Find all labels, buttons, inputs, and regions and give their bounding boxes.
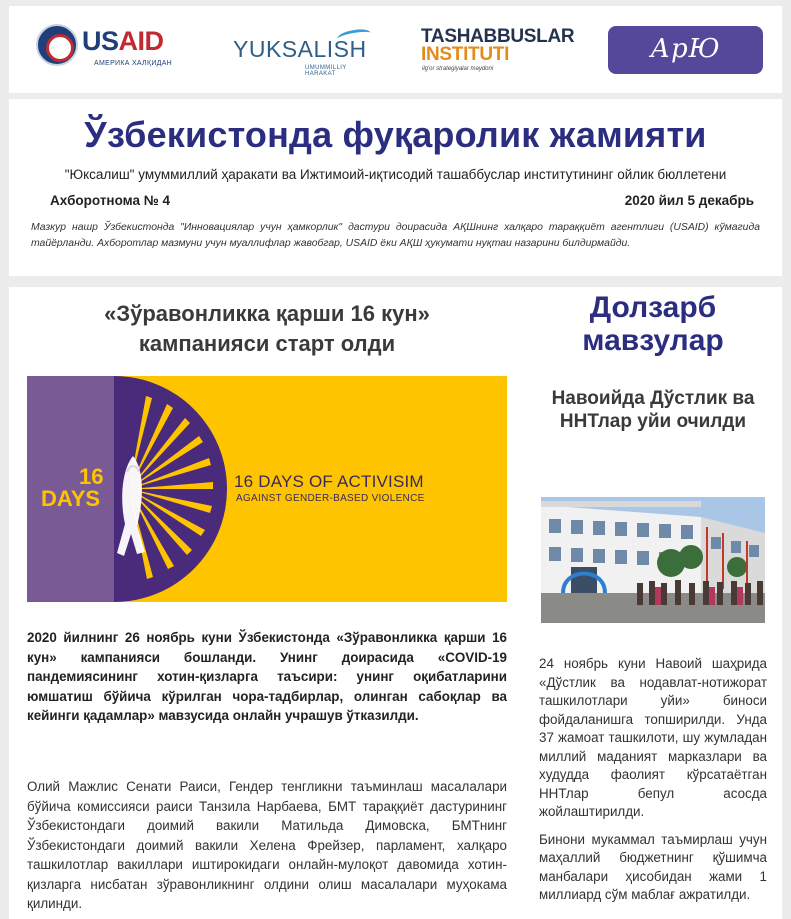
bulletin-header — [9, 99, 782, 276]
content-area — [9, 287, 782, 919]
disclaimer: Мазкур нашр Ўзбекистонда "Инновациялар учун ҳамкорлик" дастури доирасида АҚШнинг халқаро тараққиёт агентлиги (USAID) кўмагида тайёрланди. Ахборотлар мазмуни учун муаллифлар жавобгар, USAID ёки АҚШ ҳукумати нуқтаи назарини билдирмайди. — [31, 222, 760, 249]
sidebar-title-line2: мавзулар — [582, 324, 724, 357]
banner-subtitle: AGAINST GENDER-BASED VIOLENCE — [236, 493, 425, 504]
building-photo-graphic — [541, 497, 765, 623]
yuksalish-wordmark: YUKSALISH — [233, 36, 367, 62]
tashabbuslar-logo[interactable] — [421, 26, 581, 76]
usaid-logo[interactable] — [36, 22, 186, 70]
sidebar-article-text — [539, 655, 767, 914]
article-lead: 2020 йилнинг 26 ноябрь куни Ўзбекистонда «Зўравонликка қарши 16 кун» кампанияси бошланди. Унинг доирасида «COVID-19 пандемиясининг хотин-қизларга таъсири: унинг оқибатларини юмшатиш бўйича кўрилган чора-тадбирлар, олинган сабоқлар ва кейинги қадамлар» мавзусида онлайн учрашув ўтказилди. — [27, 630, 507, 723]
issue-date: 2020 йил 5 декабрь — [624, 193, 754, 208]
tashabbuslar-line1: TASHABBUSLAR — [421, 26, 575, 47]
page-title: Ўзбекистонда фуқаролик жамияти — [84, 114, 707, 155]
article-headline — [27, 299, 507, 359]
logo-bar — [9, 6, 782, 93]
article-headline-line2: кампанияси старт олди — [138, 331, 396, 356]
apo-logo-text: АрЮ — [650, 34, 721, 64]
yuksalish-subtitle: UMUMMILLIY HARAKAT — [305, 65, 347, 77]
sidebar-paragraph-1: 24 ноябрь куни Навоий шаҳрида «Дўстлик ва нодавлат-нотижорат ташкилотлари уйи» биноси фойдаланишга топширилди. Унда 37 жамоат ташкилоти, шу жумладан миллий маданият марказлари ва худудда фаолият кўрсатаётган ННТлар бепул асосда жойлаштирилди. — [539, 656, 767, 819]
issue-number: Ахборотнома № 4 — [50, 193, 171, 208]
sidebar-title-line1: Долзарб — [589, 291, 717, 324]
article-body: Олий Мажлис Сенати Раиси, Гендер тенгликни таъминлаш масалалари бўйича комиссияси раиси Танзила Нарбаева, БМТ тараққиёт дастурининг Ўзбекистондаги доимий вакили Матильда Димовска, БМТнинг Ўзбекистондаги доимий вакили Хелена Фрейзер, парламент, халқаро ташкилотлар вакиллари иштирокидаги онлайн-мулоқот давомида хотин-қизларга нисбатан зўравонликнинг олдини олиш масалалари муҳокама қилинди. — [27, 779, 507, 911]
banner-number: 16 — [79, 464, 104, 489]
banner-title: 16 DAYS OF ACTIVISIM — [234, 472, 424, 491]
page-subtitle: "Юксалиш" умуммиллий ҳаракати ва Ижтимоий-иқтисодий ташаббуслар институтининг ойлик бюллетени — [64, 167, 727, 182]
usaid-wordmark: USAID — [82, 26, 164, 56]
tashabbuslar-line2: INSTITUTI — [421, 44, 510, 65]
article-headline-line1: «Зўравонликка қарши 16 кун» — [104, 301, 430, 326]
usaid-seal-icon — [36, 24, 78, 66]
usaid-subtitle: АМЕРИКА ХАЛҚИДАН — [94, 60, 173, 67]
apo-logo[interactable] — [608, 26, 763, 74]
sidebar-title — [539, 291, 767, 357]
campaign-banner-image[interactable] — [27, 376, 507, 602]
sidebar-headline: Навоийда Дўстлик ва ННТлар уйи очилди — [551, 388, 755, 432]
tashabbuslar-subtitle: ilg'or strategiyalar maydoni — [422, 66, 494, 72]
building-photo[interactable] — [541, 497, 765, 623]
sidebar-paragraph-2: Бинони мукаммал таъмирлаш учун маҳаллий бюджетнинг қўшимча манбалари ҳисобидан жами 1 миллиард сўм маблағ ажратилди. — [539, 831, 767, 902]
yuksalish-logo[interactable] — [233, 28, 373, 77]
banner-days-label: DAYS — [41, 486, 101, 511]
